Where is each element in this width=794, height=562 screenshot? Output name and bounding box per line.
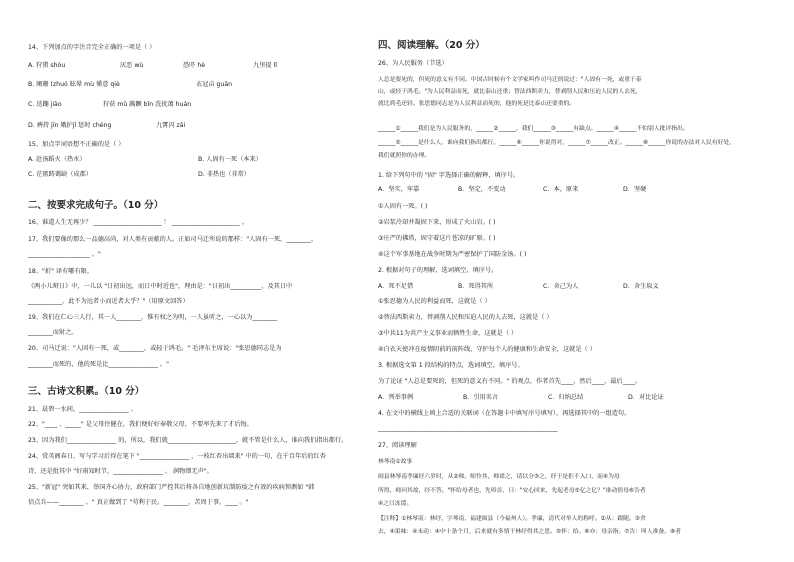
passage-26-line-3: 就比鸿毛还轻。张思德同志是为人民利益而死的，他的死是比泰山还要重的。 bbox=[378, 101, 576, 107]
q26-2-option-d: D．舍生取义 bbox=[623, 283, 659, 290]
q26-1-b: ②岩浆冷却并凝固下来，形成了火山岩。( ) bbox=[378, 219, 496, 226]
q23: 23、因为我们________________ 的，所以，我们就______________________，就不管是什么人，谁向我们指出都行。 bbox=[28, 437, 348, 444]
q22: 22、"____ ，_____" 是父母住健在，我们便好好奉敬父母，不要率先来了才后悔。 bbox=[28, 421, 253, 428]
q14-option-a-4: 九里提 lǐ bbox=[253, 62, 277, 69]
q16: 16、谁道人生无再少？ ______________________ ！ ______________________ 。 bbox=[28, 219, 248, 226]
passage-26-line-5: ______⑤______是什么人，谁向我们指出都行。______⑥______你说得对，______⑦______改正。______⑧______你说的办法对人民有好处， bbox=[378, 140, 736, 146]
passage-27-heading: 27、阅读理解 bbox=[378, 442, 417, 449]
q14-option-a-1: A. 狩猎 shòu bbox=[28, 62, 66, 69]
q26-2-c: ③中共11为共产主义事业而牺牲生命，这就是（ ） bbox=[378, 330, 518, 337]
passage-26-line-2: 山，或轻于鸿毛。"为人民利益而死，就比泰山还重；替法西斯卖力，替剥削人民和压迫人民的人去死， bbox=[378, 89, 642, 95]
q19: 19、我们在仁心三人行，其一人________，惟有权之为明，一人虽听之，一心以为________ bbox=[28, 314, 278, 321]
q26-1-option-c: C．本，原来 bbox=[543, 186, 579, 193]
q17: 17、我们要像的那么一品德高尚，对人类有贡献的人。正如司马迁所说的那样："人固有一死，________， bbox=[28, 236, 318, 243]
q14-option-d-2: 九霄闪 zāi bbox=[156, 122, 186, 129]
q15-option-c: C. 茫匿踌蔼缺（成都） bbox=[28, 171, 92, 178]
q26-2-option-b: B．死得其所 bbox=[458, 283, 494, 290]
q26-3-option-a: A．列举事例 bbox=[378, 394, 414, 401]
passage-27-line-3: ④之曰冻馁。 bbox=[378, 501, 413, 507]
q26-2-a: ①张思德为人民的利益而死，这就是（ ） bbox=[378, 298, 491, 305]
q26-1-a: ①人固有一死。( ) bbox=[378, 203, 428, 210]
passage-26-title: 26、为人民服务（节选） bbox=[378, 60, 448, 67]
q25: 25、"新冠" 突如其来，举国齐心协力，政府部门严控其后将各自地创新坑制防疫之有效的疾病预测如 "韩 bbox=[28, 484, 315, 491]
q18-continued-2: ___________，此不为远者小而近者大乎？"（用原文回答） bbox=[28, 298, 189, 305]
q26-1-stem: 1. 给下列句中的 "固" 字选择正确的解释，填序号。 bbox=[378, 172, 520, 179]
q26-2-option-a: A．死不足惜 bbox=[378, 283, 414, 290]
section-4-heading: 四、阅读理解。（20 分） bbox=[378, 40, 485, 51]
q24: 24、赏英阁春日，写与学习后得在笔下 "________________ ，一枝红杏出墙来" 中的一句，在千百年后的红杏 bbox=[28, 453, 326, 460]
q26-3-option-c: C．归纳总结 bbox=[548, 394, 584, 401]
q14-stem: 14、下列加点的字注音完全正确的一项是（ ） bbox=[28, 44, 156, 51]
q26-1-c: ③庄严的佛塔，固守着这片苍凉的旷原。( ) bbox=[378, 235, 496, 242]
q26-2-option-c: C．舍己为人 bbox=[543, 283, 579, 290]
q21: 21、晨碧一水间，________________ 。 bbox=[28, 406, 137, 413]
q15-option-a: A. 赴汤蹈火（热水） bbox=[28, 156, 86, 163]
q26-4-answer-line: __________________________________________________________ bbox=[378, 425, 558, 432]
passage-27-title: 林琴南①故事 bbox=[378, 459, 413, 465]
q14-option-a-2: 厌恶 wù bbox=[120, 62, 144, 69]
q14-option-b-2: 衣冠亩 guān bbox=[196, 81, 233, 88]
q26-2-stem: 2. 根据对句子的理解，选词填空，填序号。 bbox=[378, 267, 498, 274]
q14-option-d-1: D. 裤持 jīn 娥护jǐ 惩时 chéng bbox=[28, 122, 112, 129]
q14-option-c-1: C. 迭蹦 jiāo bbox=[28, 101, 62, 108]
passage-27-note-2: 去，④果味：④未动：④中十条个月，后来就有多情于林纾得其之思。⑤怀：给。⑥亦：母亲指。⑦告：叫人准备。⑧者 bbox=[378, 529, 682, 535]
q15-option-b: B. 人固有一死（本来） bbox=[198, 156, 262, 163]
passage-26-line-1: 人总是要死的，但死的意义有不同。中国古时候有个文学家叫作司马迁的说过："人固有一死，或重于泰 bbox=[378, 77, 642, 83]
q17-continued: ____________________ 。" bbox=[28, 251, 101, 258]
q25-continued: 信点兵——________ 。" 真正做到了 "苟利于民，________，苦周于事，____ 。" bbox=[28, 499, 249, 506]
q26-3-option-d: D．对比论证 bbox=[628, 394, 664, 401]
q14-option-c-2: 狩获 mǔ 蹒蹶 bǐn 洗扰蔼 huán bbox=[103, 101, 192, 108]
q14-option-a-3: 恐吓 hè bbox=[183, 62, 206, 69]
q26-4-stem: 4. 在文中的横线上填上合适的关联词（在答题卡中填写序号填写），再选择其中的一组造句。 bbox=[378, 410, 631, 417]
q26-2-d: ④白衣天使冲在疫情阴前的前阵线，守护每个人的健康和生命安全，这就是（ ） bbox=[378, 346, 596, 353]
q20-continued: ________而死的，他的死是比________________ 。" bbox=[28, 361, 169, 368]
q26-1-option-a: A．坚实，牢靠 bbox=[378, 186, 420, 193]
q26-1-d: ④这个军事基地在战争时期为严密保护了国防金汤。( ) bbox=[378, 251, 527, 258]
passage-26-line-4: ______①______我们是为人民服务的，______②______，我们______③______有缺点。______④______不怕别人批评指出。 bbox=[378, 126, 689, 132]
q26-1-option-d: D．坚硬 bbox=[623, 186, 647, 193]
q15-stem: 15、加点字词语想不正确的是（ ） bbox=[28, 141, 125, 148]
q24-continued: 诗，还是批其中 "好雨知时节，________________ 。 润物细无声"。 bbox=[28, 468, 213, 475]
q15-option-d: D. 非热也（非常） bbox=[198, 171, 251, 178]
passage-26-line-6: 我们就照你的办理。 bbox=[378, 153, 431, 159]
passage-27-note-1: 【注释】①林琴南：林纾，字琴南，福建闽县（今福州人）。孝廉，清代对举人的称呼。②从：跟随。③舍 bbox=[378, 516, 646, 522]
q26-3-option-b: B．引用名言 bbox=[463, 394, 499, 401]
section-3-heading: 三、古诗文积累。（10 分） bbox=[28, 386, 145, 397]
q18-continued: 《两小儿辩日》中，一儿以 "日初出远，而日中时近也"，理由是："日初出__________，及其日中 bbox=[28, 283, 293, 290]
q26-2-b: ②替法西斯卖力，替剥削人民和压迫人民的人去死，这就是（ ） bbox=[378, 314, 553, 321]
q26-3-text: 为了论证 "人总是要死的，但死的意义有不同。" 的观点，作者首先____，然后____，最后____。 bbox=[378, 378, 642, 385]
passage-27-line-2: 所得，师问其故，纾不答。"怀给母者也，先叩首，曰："安心回来，先起老母⑤亿之亿？"谁动情母⑥告者 bbox=[378, 488, 646, 494]
section-2-heading: 二、按要求完成句子。（10 分） bbox=[28, 200, 164, 211]
q20: 20、司马迁说："人固有一死，或________，或轻于鸿毛。" 毛泽东主席说："张思德同志是为 bbox=[28, 345, 282, 352]
q19-continued: ________而射之。 bbox=[28, 329, 78, 336]
passage-27-line-1: 闽县林琴南孝廉纾六岁时，从②师。师怜其，师诺之，请以分③之，纾于是拒不入口，而④为母 bbox=[378, 474, 620, 480]
q18: 18、"折" 译有哪有限。 bbox=[28, 268, 94, 275]
q26-1-option-b: B．坚定，不变动 bbox=[458, 186, 506, 193]
q26-3-stem: 3. 根据选文第 1 段结构的特点，选词填空，填序号。 bbox=[378, 362, 524, 369]
q14-option-b-1: B. 阑珊 (zhuó 眩晕 mù 懂意 qiè bbox=[28, 81, 120, 88]
